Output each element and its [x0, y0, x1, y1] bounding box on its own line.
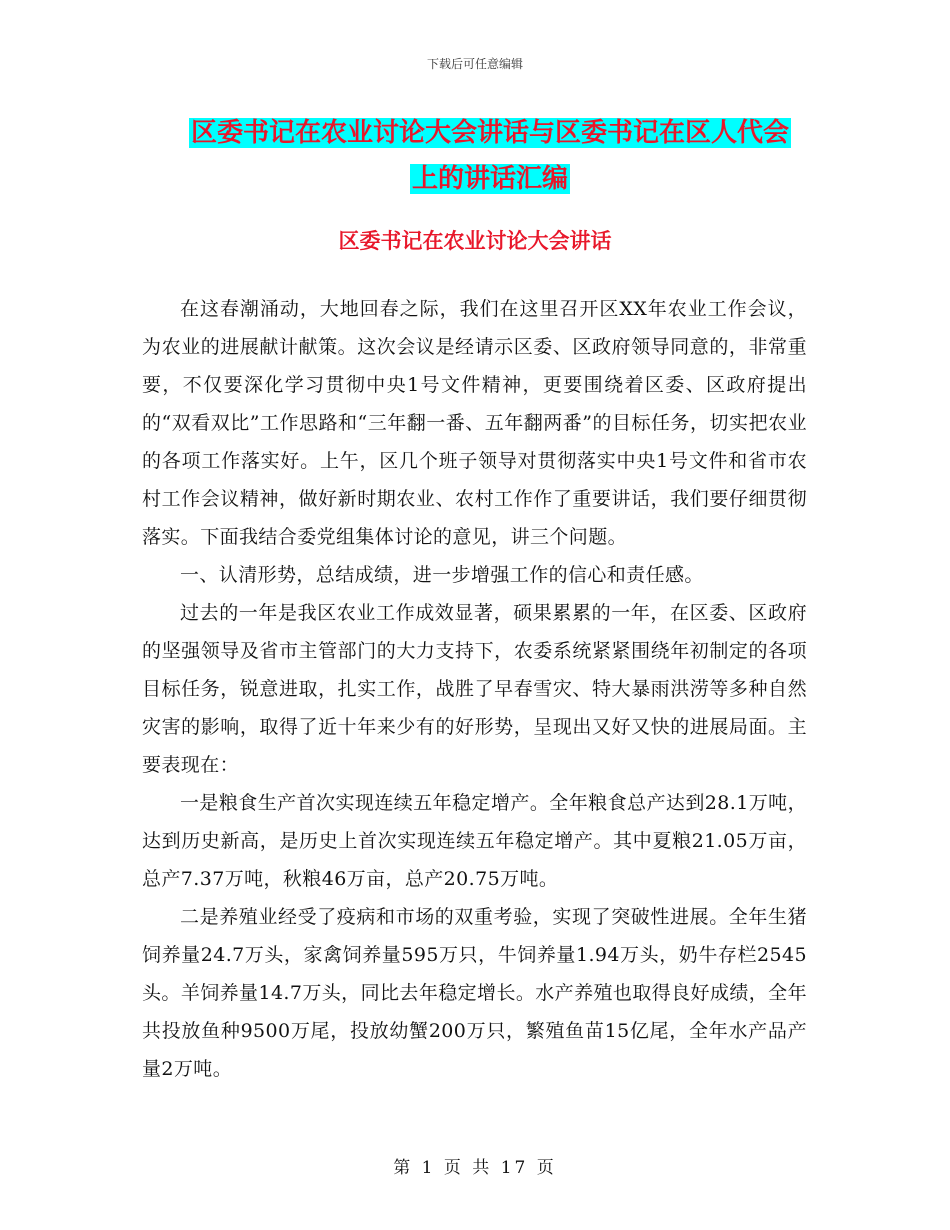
paragraph-4: 一是粮食生产首次实现连续五年稳定增产。全年粮食总产达到28.1万吨，达到历史新高，是历史上首次实现连续五年稳定增产。其中夏粮21.05万亩，总产7.37万吨，秋粮46万亩，总产20.75万吨。	[142, 792, 807, 890]
document-title-line2: 上的讲话汇编	[411, 164, 568, 194]
section-title: 区委书记在农业讨论大会讲话	[338, 229, 612, 253]
header-note: 下载后可任意编辑	[426, 57, 523, 71]
paragraph-3: 过去的一年是我区农业工作成效显著，硕果累累的一年，在区委、区政府的坚强领导及省市主管部门的大力支持下，农委系统紧紧围绕年初制定的各项目标任务，锐意进取，扎实工作，战胜了早春雪灾、特大暴雨洪涝等多种自然灾害的影响，取得了近十年来少有的好形势，呈现出又好又快的进展局面。主要表现在：	[142, 602, 807, 776]
document-body	[142, 290, 807, 1088]
document-title-line1: 区委书记在农业讨论大会讲话与区委书记在区人代会	[190, 118, 789, 148]
paragraph-1: 在这春潮涌动，大地回春之际，我们在这里召开区XX年农业工作会议，为农业的进展献计献策。这次会议是经请示区委、区政府领导同意的，非常重要，不仅要深化学习贯彻中央1号文件精神，更要围绕着区委、区政府提出的“双看双比”工作思路和“三年翻一番、五年翻两番”的目标任务，切实把农业的各项工作落实好。上午，区几个班子领导对贯彻落实中央1号文件和省市农村工作会议精神，做好新时期农业、农村工作作了重要讲话，我们要仔细贯彻落实。下面我结合委党组集体讨论的意见，讲三个问题。	[142, 298, 807, 548]
paragraph-2: 一、认清形势，总结成绩，进一步增强工作的信心和责任感。	[180, 564, 704, 586]
document-title	[140, 110, 840, 202]
page-indicator: 第 1 页 共 17 页	[393, 1158, 557, 1178]
paragraph-5: 二是养殖业经受了疫病和市场的双重考验，实现了突破性进展。全年生猪饲养量24.7万头，家禽饲养量595万只，牛饲养量1.94万头，奶牛存栏2545头。羊饲养量14.7万头，同比去年稳定增长。水产养殖也取得良好成绩，全年共投放鱼种9500万尾，投放幼蟹200万只，繁殖鱼苗15亿尾，全年水产品产量2万吨。	[142, 906, 807, 1080]
